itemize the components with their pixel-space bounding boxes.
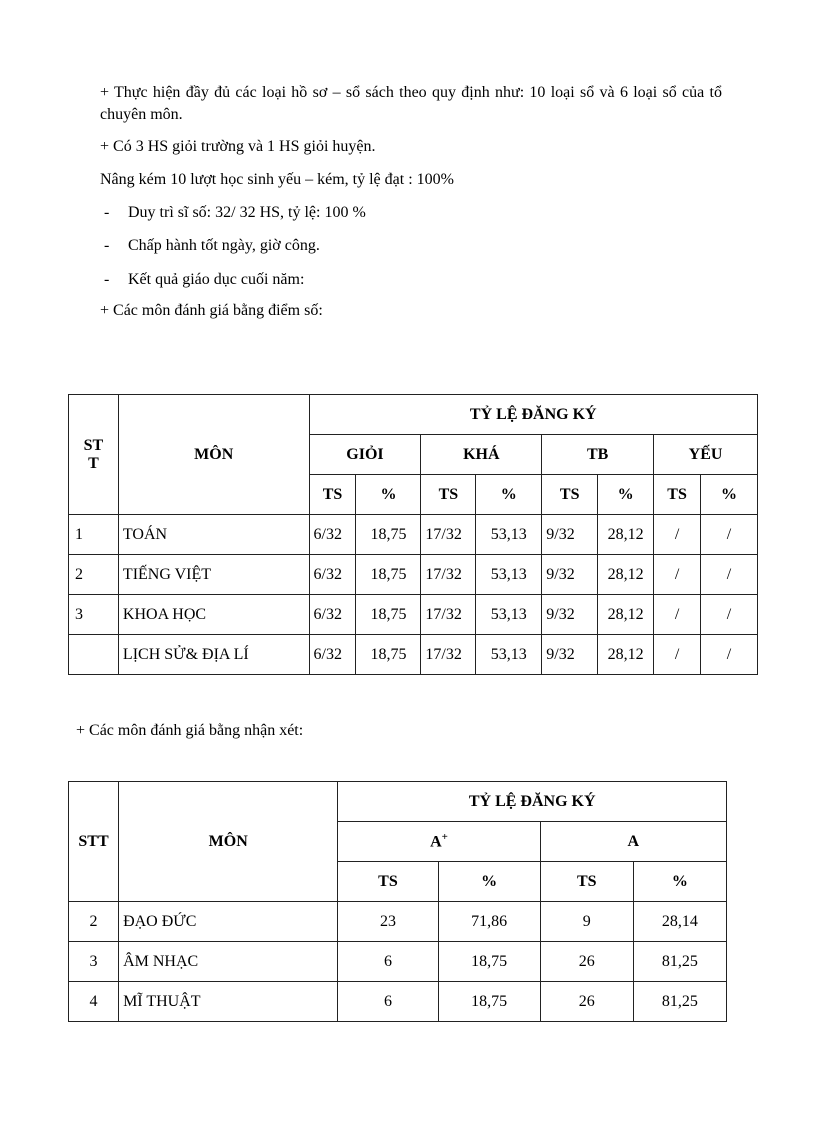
- cell: 18,75: [356, 595, 421, 635]
- cell: 28,12: [598, 515, 654, 555]
- cell: /: [701, 635, 758, 675]
- table-row: [69, 635, 758, 675]
- cell: 28,12: [598, 595, 654, 635]
- paragraph-records: + Thực hiện đầy đủ các loại hồ sơ – sổ sách theo quy định như: 10 loại sổ và 6 loại sổ của tổ chuyên môn.: [100, 84, 722, 123]
- header-yeu: YẾU: [654, 435, 758, 475]
- bullet-discipline: [104, 235, 320, 257]
- paragraph-weak-students: Nâng kém 10 lượt học sinh yếu – kém, tỷ lệ đạt : 100%: [100, 171, 454, 188]
- cell: 6/32: [309, 635, 356, 675]
- table-row: [69, 515, 758, 555]
- cell: 17/32: [421, 595, 476, 635]
- bullet-dash: -: [104, 237, 110, 254]
- header-stt: STT: [69, 782, 119, 902]
- header-group: TỶ LỆ ĐĂNG KÝ: [309, 395, 757, 435]
- cell-mon: MĨ THUẬT: [119, 982, 338, 1022]
- header-ts: TS: [542, 475, 598, 515]
- cell-stt: 4: [69, 982, 119, 1022]
- cell: 26: [540, 942, 633, 982]
- bullet-text: Duy trì sĩ số: 32/ 32 HS, tỷ lệ: 100 %: [128, 204, 366, 221]
- cell-stt: 3: [69, 942, 119, 982]
- header-ts: TS: [654, 475, 701, 515]
- cell: 53,13: [476, 555, 542, 595]
- cell-mon: TOÁN: [118, 515, 309, 555]
- cell: 28,12: [598, 635, 654, 675]
- cell: 17/32: [421, 515, 476, 555]
- cell: 81,25: [633, 942, 726, 982]
- cell: 9/32: [542, 515, 598, 555]
- cell: 9/32: [542, 635, 598, 675]
- cell: /: [701, 555, 758, 595]
- cell-mon: TIẾNG VIỆT: [118, 555, 309, 595]
- table-row: [69, 902, 727, 942]
- cell: 18,75: [356, 635, 421, 675]
- cell: 18,75: [356, 515, 421, 555]
- cell: 6/32: [309, 595, 356, 635]
- cell: 53,13: [476, 635, 542, 675]
- header-pct: %: [633, 862, 726, 902]
- cell: 53,13: [476, 515, 542, 555]
- header-stt: ST T: [69, 395, 119, 515]
- cell: /: [701, 515, 758, 555]
- table-row: [69, 982, 727, 1022]
- cell: 18,75: [438, 942, 540, 982]
- header-a-plus: A+: [338, 822, 540, 862]
- cell: /: [654, 515, 701, 555]
- paragraph-score-subjects: + Các môn đánh giá bằng điểm số:: [100, 302, 323, 319]
- bullet-text: Kết quả giáo dục cuối năm:: [128, 271, 305, 288]
- table-row: [69, 555, 758, 595]
- cell: /: [701, 595, 758, 635]
- paragraph-comment-subjects: + Các môn đánh giá bằng nhận xét:: [76, 722, 304, 739]
- bullet-dash: -: [104, 271, 110, 288]
- cell: 9/32: [542, 595, 598, 635]
- cell: 28,12: [598, 555, 654, 595]
- header-pct: %: [476, 475, 542, 515]
- cell: 71,86: [438, 902, 540, 942]
- cell-stt: 2: [69, 555, 119, 595]
- cell-stt: 2: [69, 902, 119, 942]
- cell-stt: [69, 635, 119, 675]
- cell: 9/32: [542, 555, 598, 595]
- cell-stt: 3: [69, 595, 119, 635]
- header-ts: TS: [540, 862, 633, 902]
- cell-mon: LỊCH SỬ& ĐỊA LÍ: [118, 635, 309, 675]
- table-row: [69, 595, 758, 635]
- cell: 17/32: [421, 555, 476, 595]
- score-table: [68, 394, 758, 675]
- cell: 9: [540, 902, 633, 942]
- cell-mon: ĐẠO ĐỨC: [119, 902, 338, 942]
- bullet-text: Chấp hành tốt ngày, giờ công.: [128, 237, 320, 254]
- bullet-results: [104, 269, 304, 291]
- bullet-dash: -: [104, 204, 110, 221]
- header-mon: MÔN: [119, 782, 338, 902]
- cell: 17/32: [421, 635, 476, 675]
- cell: 18,75: [438, 982, 540, 1022]
- header-kha: KHÁ: [421, 435, 542, 475]
- cell: 6/32: [309, 515, 356, 555]
- cell: 53,13: [476, 595, 542, 635]
- header-ts: TS: [421, 475, 476, 515]
- header-pct: %: [598, 475, 654, 515]
- cell: 6: [338, 942, 438, 982]
- header-pct: %: [438, 862, 540, 902]
- cell: /: [654, 595, 701, 635]
- cell: 23: [338, 902, 438, 942]
- cell: 26: [540, 982, 633, 1022]
- cell-stt: 1: [69, 515, 119, 555]
- comment-table: [68, 781, 727, 1022]
- bullet-attendance: [104, 202, 366, 224]
- cell: 18,75: [356, 555, 421, 595]
- cell: 6: [338, 982, 438, 1022]
- paragraph-gifted-students: + Có 3 HS giỏi trường và 1 HS giỏi huyện.: [100, 138, 376, 155]
- cell-mon: KHOA HỌC: [118, 595, 309, 635]
- cell: /: [654, 555, 701, 595]
- cell-mon: ÂM NHẠC: [119, 942, 338, 982]
- header-pct: %: [356, 475, 421, 515]
- header-tb: TB: [542, 435, 654, 475]
- header-group: TỶ LỆ ĐĂNG KÝ: [338, 782, 727, 822]
- cell: 6/32: [309, 555, 356, 595]
- header-a: A: [540, 822, 726, 862]
- table-row: [69, 942, 727, 982]
- header-ts: TS: [338, 862, 438, 902]
- header-ts: TS: [309, 475, 356, 515]
- header-pct: %: [701, 475, 758, 515]
- cell: 28,14: [633, 902, 726, 942]
- cell: 81,25: [633, 982, 726, 1022]
- header-mon: MÔN: [118, 395, 309, 515]
- header-gioi: GIỎI: [309, 435, 421, 475]
- cell: /: [654, 635, 701, 675]
